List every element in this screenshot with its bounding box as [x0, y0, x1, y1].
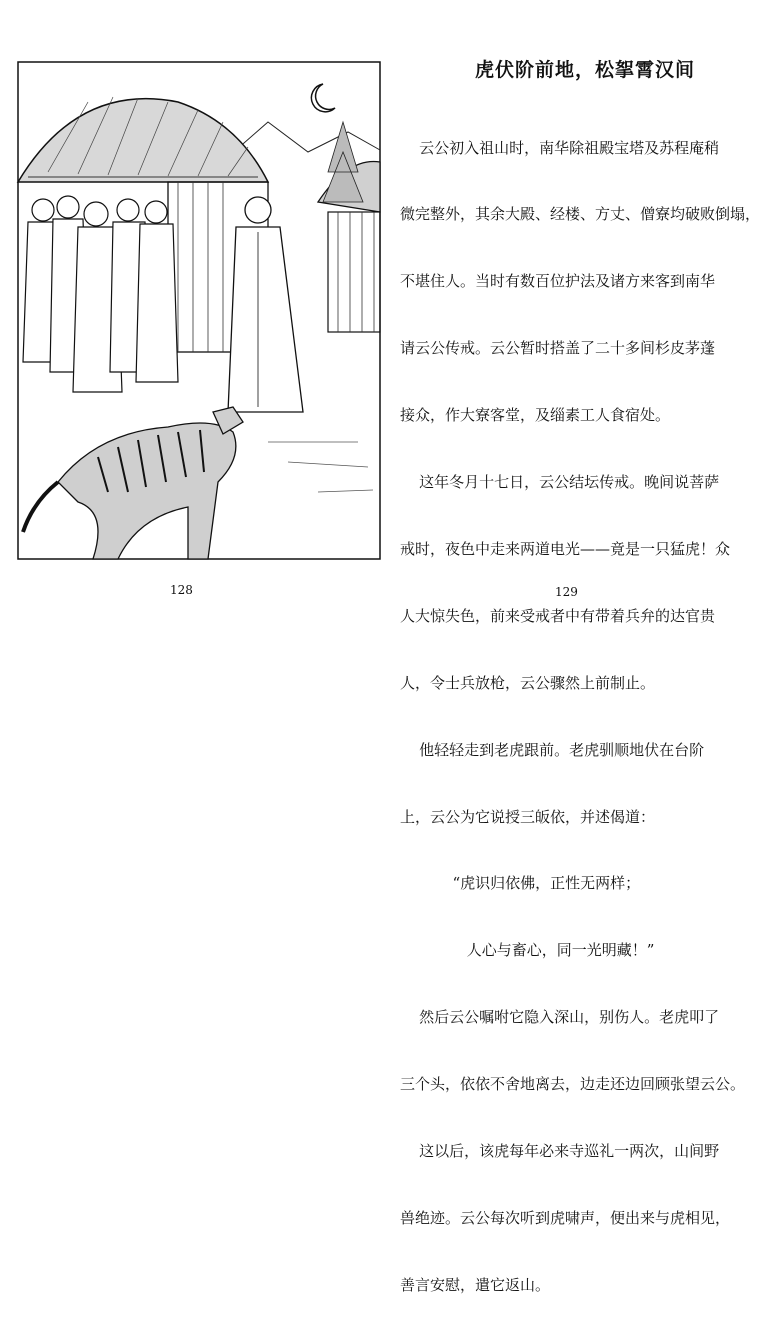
- verse-line: 人心与畜心，同一光明藏！”: [400, 941, 655, 960]
- tiger-monk-illustration: [18, 62, 380, 559]
- right-page: [385, 0, 770, 1294]
- text-line: 云公初入祖山时，南华除祖殿宝塔及苏程庵稍: [400, 138, 720, 157]
- text-line: 善言安慰，遣它返山。: [400, 1275, 551, 1294]
- text-line: 兽绝迹。云公每次听到虎啸声，便出来与虎相见，: [400, 1208, 731, 1227]
- text-line: 这以后，该虎每年必来寺巡礼一两次，山间野: [400, 1141, 720, 1160]
- text-line: 人大惊失色，前来受戒者中有带着兵弁的达官贵: [400, 606, 716, 625]
- left-page: [0, 0, 385, 615]
- page-number: 128: [170, 583, 193, 597]
- verse-line: “虎识归依佛，正性无两样；: [400, 874, 641, 893]
- text-line: 这年冬月十七日，云公结坛传戒。晚间说菩萨: [400, 473, 720, 492]
- text-line: 然后云公嘱咐它隐入深山，别伤人。老虎叩了: [400, 1008, 720, 1027]
- text-line: 戒时，夜色中走来两道电光——竟是一只猛虎！众: [400, 539, 731, 558]
- tiger-figure: [23, 407, 243, 559]
- moon-icon: [311, 84, 335, 112]
- text-line: 接众，作大寮客堂，及缁素工人食宿处。: [400, 406, 671, 425]
- page-number: 129: [555, 585, 578, 599]
- story-body: [400, 92, 760, 1341]
- monk-figure: [228, 197, 303, 412]
- text-line: 请云公传戒。云公暂时搭盖了二十多间杉皮茅蓬: [400, 339, 716, 358]
- text-line: 不堪住人。当时有数百位护法及诸方来客到南华: [400, 272, 716, 291]
- text-line: 人，令士兵放枪，云公骤然上前制止。: [400, 673, 656, 692]
- text-line: 三个头，依依不舍地离去，边走还边回顾张望云公。: [400, 1075, 746, 1094]
- text-line: 他轻轻走到老虎跟前。老虎驯顺地伏在台阶: [400, 740, 705, 759]
- story-title: 虎伏阶前地，松挐霄汉间: [475, 59, 696, 81]
- text-line: 微完整外，其余大殿、经楼、方丈、僧寮均破败倒塌，: [400, 205, 761, 224]
- text-line: 上，云公为它说授三皈依，并述偈道：: [400, 807, 656, 826]
